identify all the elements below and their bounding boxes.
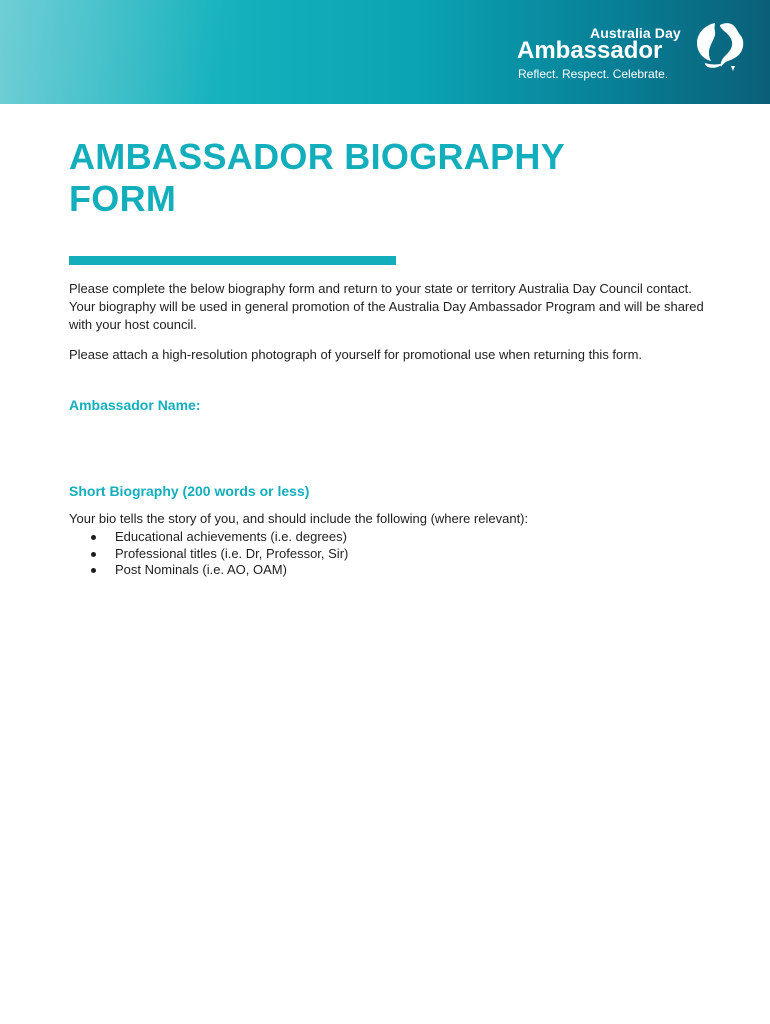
title-line-1: AMBASSADOR BIOGRAPHY: [69, 136, 566, 177]
title-line-2: FORM: [69, 178, 177, 219]
short-biography-heading: Short Biography (200 words or less): [69, 483, 310, 499]
title-underline: [69, 256, 396, 265]
logo-tagline: Reflect. Respect. Celebrate.: [518, 67, 669, 81]
bullet-icon: [91, 568, 96, 573]
bio-requirements-list: [69, 529, 709, 579]
logo-brand-main: Ambassador: [517, 37, 663, 64]
intro-paragraph: Please complete the below biography form and return to your state or territory Australia Day Council contact. Your biography will be used in general promotion of the Australia Day Ambassador Program and will be shared with your host council.: [69, 281, 704, 332]
bullet-icon: [91, 552, 96, 557]
header-banner: [0, 0, 770, 104]
ambassador-name-label: Ambassador Name:: [69, 397, 201, 413]
australia-outline-icon: [691, 19, 747, 75]
bullet-icon: [91, 535, 96, 540]
list-item: [69, 546, 709, 563]
logo-brand-top: Australia Day: [590, 25, 681, 41]
photo-note: Please attach a high-resolution photograph of yourself for promotional use when returning this form.: [69, 347, 643, 362]
form-content: [69, 136, 709, 579]
banner-sheen: [0, 0, 320, 104]
list-item: [69, 529, 709, 546]
list-item-text: Professional titles (i.e. Dr, Professor, Sir): [115, 545, 349, 561]
page-title: [69, 136, 709, 220]
ambassador-logo: [517, 22, 752, 84]
bio-instructions: Your bio tells the story of you, and should include the following (where relevant):: [69, 511, 529, 526]
list-item: [69, 562, 709, 579]
list-item-text: Post Nominals (i.e. AO, OAM): [115, 562, 287, 577]
list-item-text: Educational achievements (i.e. degrees): [115, 529, 347, 544]
